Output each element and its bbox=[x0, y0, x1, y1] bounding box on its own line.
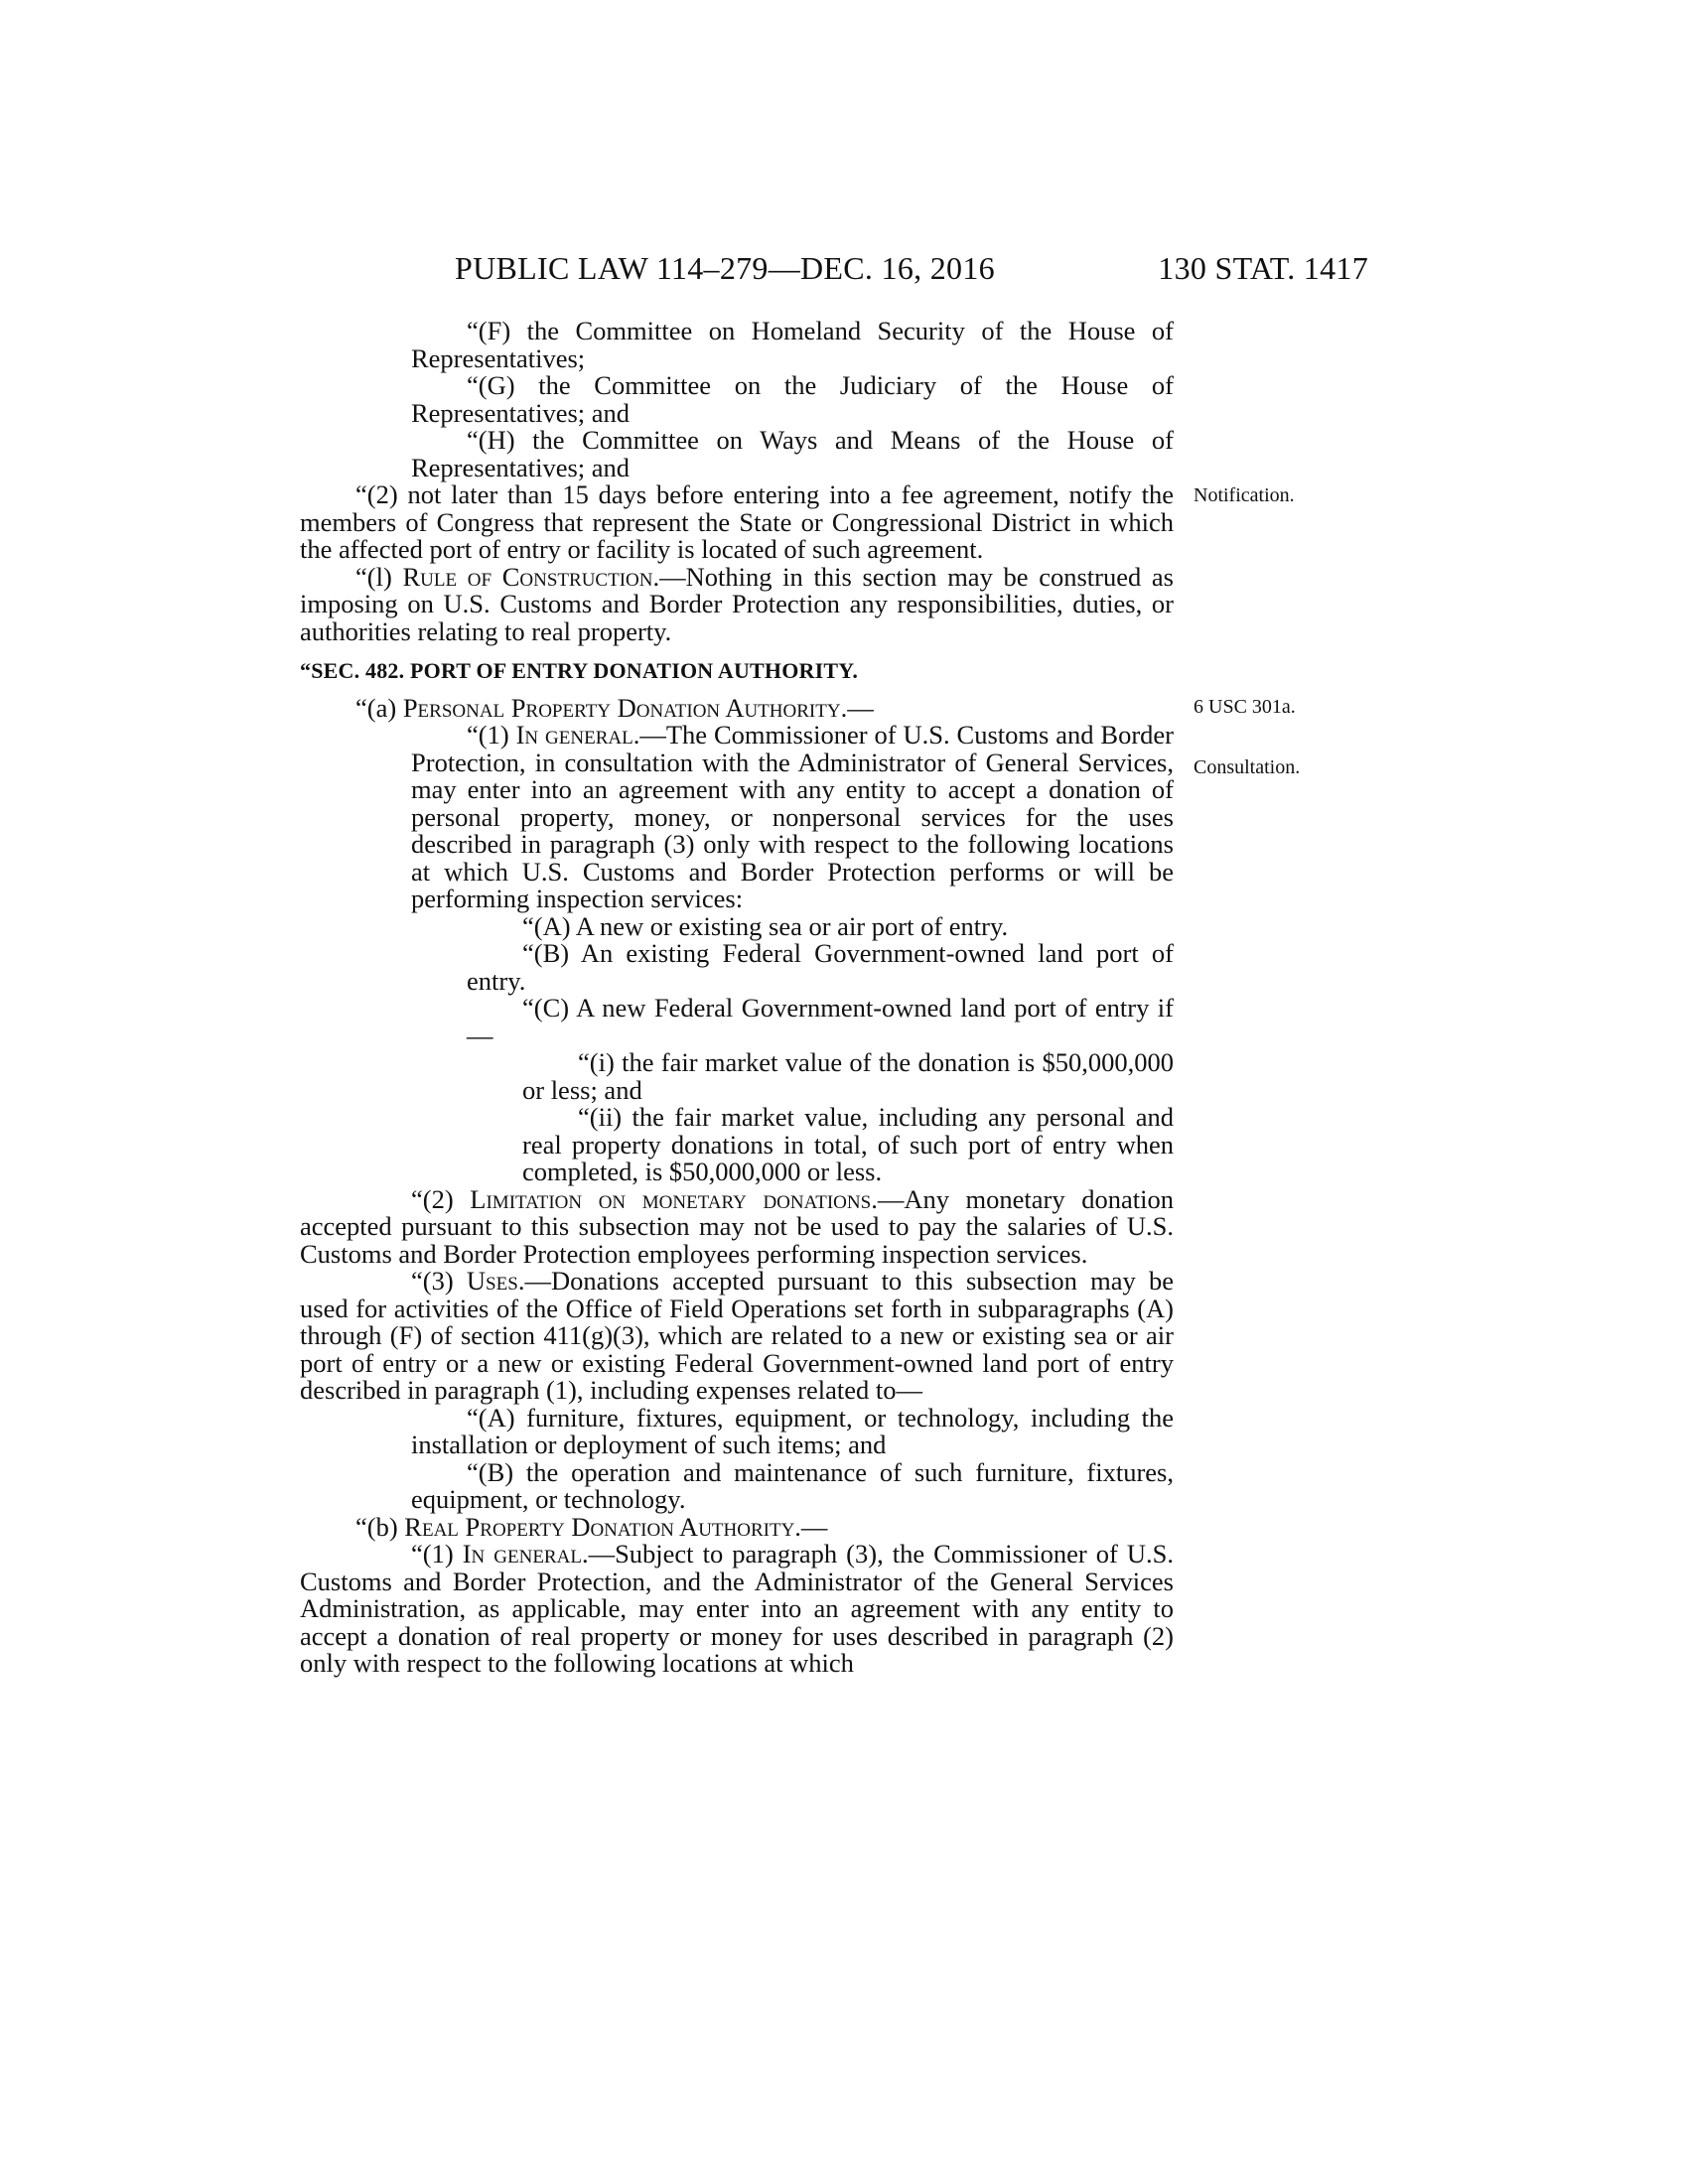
paragraph-a1-heading: In general bbox=[515, 720, 633, 750]
paragraph-a1: “(1) In general.—The Commissioner of U.S. Customs and Border Protection, in consultation with the Administrator of General Services, may enter into an agreement with any entity to accept a donation of personal property, money, or nonpersonal services for the uses described in paragraph (3) only with respect to the following locations at which U.S. Customs and Border Protection performs or will be performing inspection services: bbox=[411, 720, 1174, 913]
running-head: PUBLIC LAW 114–279—DEC. 16, 2016 bbox=[455, 250, 995, 286]
subparagraph-a1A: “(A) A new or existing sea or air port of entry. bbox=[522, 910, 1009, 941]
paragraph-a2-heading: Limitation on monetary donations bbox=[470, 1183, 872, 1214]
subparagraph-a3A: “(A) furniture, fixtures, equipment, or technology, including the installation or deployment of such items; and bbox=[411, 1402, 1174, 1459]
clause-f: “(F) the Committee on Homeland Security of the House of Representatives; bbox=[411, 316, 1174, 373]
subparagraph-a1B: “(B) An existing Federal Government-owned land port of entry. bbox=[467, 938, 1174, 996]
subsection-a-heading: Personal Property Donation Authority bbox=[402, 692, 841, 723]
subsection-b-heading: Real Property Donation Authority bbox=[404, 1511, 795, 1542]
statute-citation: 130 STAT. 1417 bbox=[1158, 250, 1368, 286]
subsection-l: “(l) Rule of Construction.—Nothing in this section may be construed as imposing on U.S. Customs and Border Protection any responsibilities, duties, or authorities relating to real property. bbox=[300, 561, 1174, 646]
clause-g: “(G) the Committee on the Judiciary of the House of Representatives; and bbox=[411, 370, 1174, 428]
clause-h: “(H) the Committee on Ways and Means of the House of Representatives; and bbox=[411, 425, 1174, 482]
clause-a1Ci: “(i) the fair market value of the donation is $50,000,000 or less; and bbox=[522, 1047, 1174, 1105]
subsection-l-heading: Rule of Construction bbox=[402, 561, 653, 592]
margin-note-notification: Notification. bbox=[1194, 484, 1295, 506]
subparagraph-a1C: “(C) A new Federal Government-owned land port of entry if— bbox=[467, 993, 1174, 1050]
paragraph-2-notification: “(2) not later than 15 days before entering into a fee agreement, notify the members of Congress that represent the State or Congressional District in which the affected port of entry or facility is located of such agreement. bbox=[300, 479, 1174, 564]
subsection-a: “(a) Personal Property Donation Authority.— bbox=[355, 692, 874, 723]
subsection-b: “(b) Real Property Donation Authority.— bbox=[355, 1511, 828, 1542]
margin-note-usc: 6 USC 301a. bbox=[1194, 696, 1296, 718]
paragraph-a2: “(2) Limitation on monetary donations.—Any monetary donation accepted pursuant to this subsection may not be used to pay the salaries of U.S. Customs and Border Protection employees performing inspection services. bbox=[300, 1183, 1174, 1269]
paragraph-b1-heading: In general bbox=[462, 1539, 582, 1569]
subparagraph-a3B: “(B) the operation and maintenance of such furniture, fixtures, equipment, or technology. bbox=[411, 1456, 1174, 1514]
page-header bbox=[455, 246, 1368, 290]
paragraph-a3: “(3) Uses.—Donations accepted pursuant to this subsection may be used for activities of the Office of Field Operations set forth in subparagraphs (A) through (F) of section 411(g)(3), which are related to a new or existing sea or air port of entry or a new or existing Federal Government-owned land port of entry described in paragraph (1), including expenses related to— bbox=[300, 1266, 1174, 1405]
paragraph-a3-heading: Uses bbox=[466, 1266, 518, 1296]
clause-a1Cii: “(ii) the fair market value, including any personal and real property donations in total, of such port of entry when completed, is $50,000,000 or less. bbox=[522, 1102, 1174, 1186]
section-heading: “SEC. 482. PORT OF ENTRY DONATION AUTHORITY. bbox=[300, 658, 859, 683]
statute-body bbox=[300, 318, 1174, 1678]
paragraph-b1: “(1) In general.—Subject to paragraph (3), the Commissioner of U.S. Customs and Border Protection, and the Administrator of the General Services Administration, as applicable, may enter into an agreement with any entity to accept a donation of real property or money for uses described in paragraph (2) only with respect to the following locations at which bbox=[300, 1539, 1174, 1678]
margin-note-consultation: Consultation. bbox=[1194, 756, 1301, 778]
